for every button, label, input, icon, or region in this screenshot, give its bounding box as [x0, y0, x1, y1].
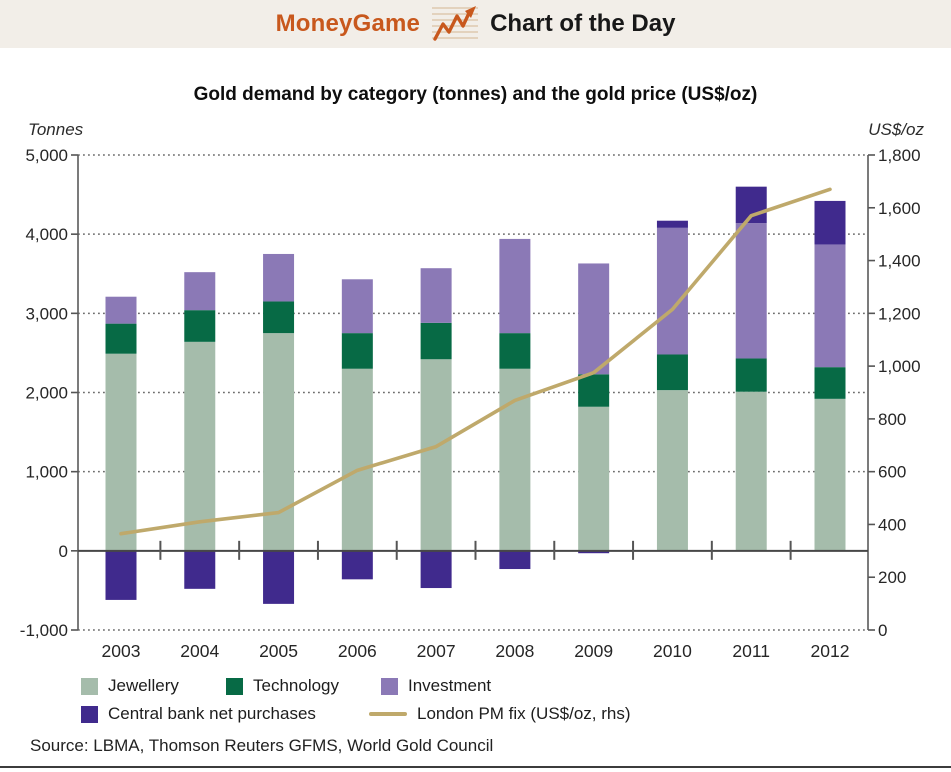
year-label-2012: 2012	[810, 641, 850, 661]
technology-swatch	[226, 678, 243, 695]
left-tick-label-4000: 4,000	[25, 225, 68, 245]
left-tick-label-3000: 3,000	[25, 304, 68, 324]
right-axis-unit: US$/oz	[868, 120, 924, 139]
bar-segment-investment-2008	[499, 239, 530, 333]
right-tick-label-1600: 1,600	[878, 198, 921, 218]
year-label-2003: 2003	[101, 641, 141, 661]
right-tick-label-1800: 1,800	[878, 146, 921, 165]
bar-segment-jewellery-2012	[815, 399, 846, 551]
year-label-2006: 2006	[337, 641, 377, 661]
legend-label: London PM fix (US$/oz, rhs)	[417, 704, 631, 723]
right-tick-label-800: 800	[878, 409, 907, 429]
bar-segment-jewellery-2008	[499, 369, 530, 551]
central-bank-net-purchases-swatch	[81, 706, 98, 723]
bar-segment-central-bank-net-purchases-2007	[421, 551, 452, 588]
bar-segment-investment-2005	[263, 254, 294, 301]
right-tick-label-0: 0	[878, 621, 888, 640]
year-label-2010: 2010	[652, 641, 692, 661]
right-tick-label-200: 200	[878, 568, 907, 588]
right-tick-label-1200: 1,200	[878, 304, 921, 324]
bar-segment-central-bank-net-purchases-2010	[657, 221, 688, 228]
year-label-2011: 2011	[732, 641, 771, 661]
year-label-2009: 2009	[574, 641, 614, 661]
bar-segment-central-bank-net-purchases-2012	[815, 201, 846, 245]
bar-segment-jewellery-2003	[106, 354, 137, 551]
right-tick-label-600: 600	[878, 462, 907, 482]
legend-label: Central bank net purchases	[108, 704, 316, 723]
bar-segment-investment-2006	[342, 279, 373, 333]
bar-segment-technology-2005	[263, 301, 294, 333]
legend	[81, 674, 631, 730]
legend-item-london-pm-fix-us-oz-rhs	[369, 704, 631, 724]
bar-segment-investment-2003	[106, 297, 137, 324]
bar-segment-central-bank-net-purchases-2006	[342, 551, 373, 580]
investment-swatch	[381, 678, 398, 695]
legend-row-2	[81, 702, 631, 726]
bar-segment-jewellery-2010	[657, 390, 688, 551]
year-label-2004: 2004	[180, 641, 220, 661]
right-tick-label-1000: 1,000	[878, 357, 921, 377]
left-tick-label-0: 0	[58, 541, 68, 561]
year-label-2007: 2007	[416, 641, 456, 661]
london-pm-fix-us-oz-rhs-swatch	[369, 712, 407, 716]
bar-segment-central-bank-net-purchases-2004	[184, 551, 215, 589]
bar-segment-central-bank-net-purchases-2008	[499, 551, 530, 569]
source-text: Source: LBMA, Thomson Reuters GFMS, World Gold Council	[30, 736, 494, 755]
line-chart-icon	[432, 4, 478, 44]
bar-segment-jewellery-2011	[736, 392, 767, 551]
brand-logo-text: MoneyGame	[275, 10, 421, 37]
jewellery-swatch	[81, 678, 98, 695]
bar-segment-investment-2004	[184, 272, 215, 310]
bar-segment-investment-2009	[578, 263, 609, 374]
bar-segment-central-bank-net-purchases-2005	[263, 551, 294, 604]
left-tick-label-2000: 2,000	[25, 383, 68, 403]
legend-item-jewellery	[81, 676, 226, 696]
bar-segment-jewellery-2004	[184, 342, 215, 551]
bar-segment-technology-2011	[736, 358, 767, 391]
bar-segment-investment-2011	[736, 223, 767, 358]
legend-item-investment	[381, 676, 491, 696]
bottom-divider	[0, 766, 951, 768]
legend-item-technology	[226, 676, 381, 696]
bar-segment-central-bank-net-purchases-2011	[736, 187, 767, 223]
legend-row-1	[81, 674, 631, 698]
legend-label: Investment	[408, 676, 492, 695]
year-label-2008: 2008	[495, 641, 535, 661]
bar-segment-technology-2004	[184, 310, 215, 342]
year-label-2005: 2005	[259, 641, 299, 661]
bar-segment-central-bank-net-purchases-2003	[106, 551, 137, 600]
masthead-title: Chart of the Day	[490, 10, 676, 37]
left-tick-label-1000: 1,000	[25, 462, 68, 482]
right-tick-label-400: 400	[878, 515, 907, 535]
left-axis-unit: Tonnes	[28, 120, 84, 139]
bar-segment-investment-2012	[815, 244, 846, 367]
chart-title: Gold demand by category (tonnes) and the gold price (US$/oz)	[193, 84, 758, 105]
masthead	[0, 0, 951, 48]
bar-segment-technology-2012	[815, 367, 846, 399]
legend-item-central-bank-net-purchases	[81, 704, 369, 724]
bar-segment-technology-2009	[578, 374, 609, 406]
bar-segment-jewellery-2005	[263, 333, 294, 551]
bar-segment-investment-2007	[421, 268, 452, 323]
right-tick-label-1400: 1,400	[878, 251, 921, 271]
bar-segment-jewellery-2007	[421, 359, 452, 551]
price-line-london-pm-fix-us-oz-rhs	[121, 189, 830, 533]
bar-segment-technology-2007	[421, 323, 452, 359]
legend-label: Jewellery	[108, 676, 179, 695]
bar-segment-central-bank-net-purchases-2009	[578, 551, 609, 553]
bar-segment-technology-2003	[106, 324, 137, 354]
bar-segment-technology-2010	[657, 355, 688, 391]
bar-segment-investment-2010	[657, 228, 688, 355]
bar-segment-jewellery-2009	[578, 407, 609, 551]
bar-segment-technology-2006	[342, 333, 373, 369]
left-tick-label-5000: 5,000	[25, 146, 68, 165]
left-tick-label--1000: -1,000	[19, 621, 68, 640]
legend-label: Technology	[253, 676, 340, 695]
bar-segment-jewellery-2006	[342, 369, 373, 551]
bar-segment-technology-2008	[499, 333, 530, 369]
